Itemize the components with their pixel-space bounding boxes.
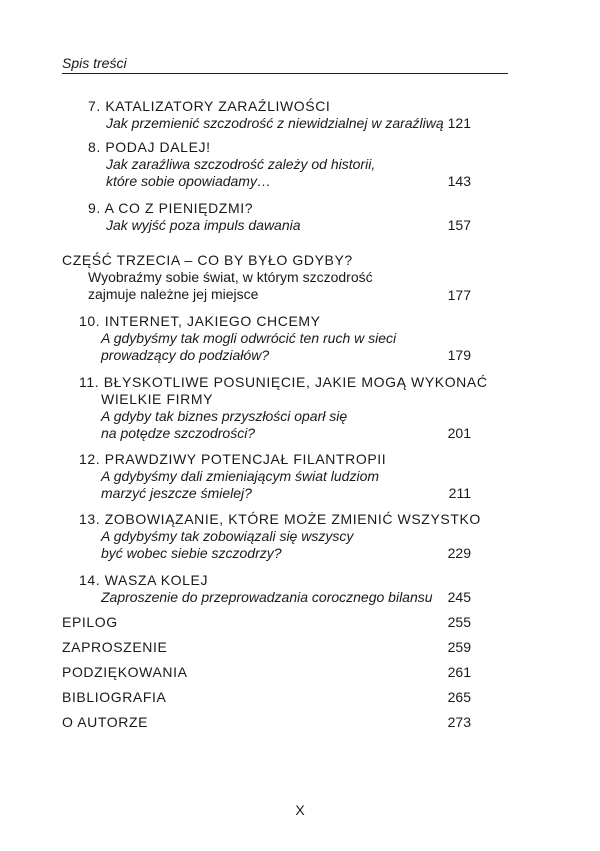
toc-entry-title: 8. PODAJ DALEJ! <box>88 139 211 155</box>
toc-entry-7[interactable] <box>88 98 444 132</box>
toc-entry-subtitle: A gdybyśmy tak zobowiązali się wszyscy <box>101 528 354 544</box>
toc-entry-invitation[interactable]: ZAPROSZENIE <box>62 639 168 655</box>
page-number: 157 <box>447 217 471 233</box>
toc-entry-title: 14. WASZA KOLEJ <box>79 572 209 588</box>
page-number: 229 <box>447 545 471 561</box>
page-number: 179 <box>447 347 471 363</box>
toc-entry-subtitle: być wobec siebie szczodrzy? <box>101 545 282 561</box>
toc-entry-acknowledgements[interactable]: PODZIĘKOWANIA <box>62 664 188 680</box>
toc-entry-14[interactable] <box>79 572 433 606</box>
toc-entry-title: 10. INTERNET, JAKIEGO CHCEMY <box>79 313 321 329</box>
toc-entry-bibliography[interactable]: BIBLIOGRAFIA <box>62 689 167 705</box>
page-number: 211 <box>448 485 471 501</box>
folio-page-number: X <box>295 802 305 818</box>
toc-entry-subtitle: A gdyby tak biznes przyszłości oparł się <box>101 408 348 424</box>
toc-entry-title: 13. ZOBOWIĄZANIE, KTÓRE MOŻE ZMIENIĆ WSZYSTKO <box>79 511 481 527</box>
page-number: 273 <box>447 714 471 730</box>
toc-entry-13[interactable] <box>79 511 481 562</box>
toc-entry-subtitle: prowadzący do podziałów? <box>101 347 270 363</box>
toc-entry-title: 12. PRAWDZIWY POTENCJAŁ FILANTROPII <box>79 451 387 467</box>
page-number: 255 <box>447 614 471 630</box>
toc-entry-subtitle: Wyobraźmy sobie świat, w którym szczodrość <box>88 269 373 285</box>
toc-entry-subtitle: Jak przemienić szczodrość z niewidzialnej w zaraźliwą <box>106 115 444 131</box>
toc-entry-title: 7. KATALIZATORY ZARAŹLIWOŚCI <box>88 98 331 114</box>
toc-entry-part-three[interactable] <box>62 252 373 303</box>
toc-entry-title: 11. BŁYSKOTLIWE POSUNIĘCIE, JAKIE MOGĄ WYKONAĆ <box>79 374 488 390</box>
page-number: 265 <box>447 689 471 705</box>
toc-entry-12[interactable] <box>79 451 386 502</box>
toc-entry-epilog[interactable]: EPILOG <box>62 614 118 630</box>
toc-entry-11[interactable] <box>79 374 488 442</box>
toc-entry-9[interactable] <box>88 200 301 234</box>
toc-entry-about-author[interactable]: O AUTORZE <box>62 714 149 730</box>
toc-entry-subtitle: na potędze szczodrości? <box>101 425 256 441</box>
page-number: 259 <box>447 639 471 655</box>
toc-entry-10[interactable] <box>79 313 396 364</box>
page-number: 121 <box>447 115 471 131</box>
toc-entry-subtitle: A gdybyśmy dali zmieniającym świat ludziom <box>101 468 380 484</box>
toc-entry-subtitle: Zaproszenie do przeprowadzania corocznego bilansu <box>101 589 433 605</box>
page-number: 245 <box>447 589 471 605</box>
toc-entry-subtitle: Jak zaraźliwa szczodrość zależy od historii, <box>106 156 376 172</box>
toc-entry-title: 9. A CO Z PIENIĘDZMI? <box>88 200 254 216</box>
page-number: 143 <box>447 173 471 189</box>
toc-entry-subtitle: zajmuje należne jej miejsce <box>88 286 259 302</box>
toc-entry-title: CZĘŚĆ TRZECIA – CO BY BYŁO GDYBY? <box>62 252 353 268</box>
page-number: 201 <box>447 425 471 441</box>
page-number: 261 <box>447 664 471 680</box>
toc-entry-subtitle: A gdybyśmy tak mogli odwrócić ten ruch w sieci <box>101 330 397 346</box>
toc-entry-title-continued: WIELKIE FIRMY <box>101 391 214 407</box>
toc-entry-subtitle: które sobie opowiadamy… <box>106 173 271 189</box>
toc-entry-subtitle: marzyć jeszcze śmielej? <box>101 485 252 501</box>
toc-entry-subtitle: Jak wyjść poza impuls dawania <box>106 217 301 233</box>
running-header: Spis treści <box>62 55 508 74</box>
toc-entry-8[interactable] <box>88 139 375 190</box>
page-number: 177 <box>447 287 471 303</box>
